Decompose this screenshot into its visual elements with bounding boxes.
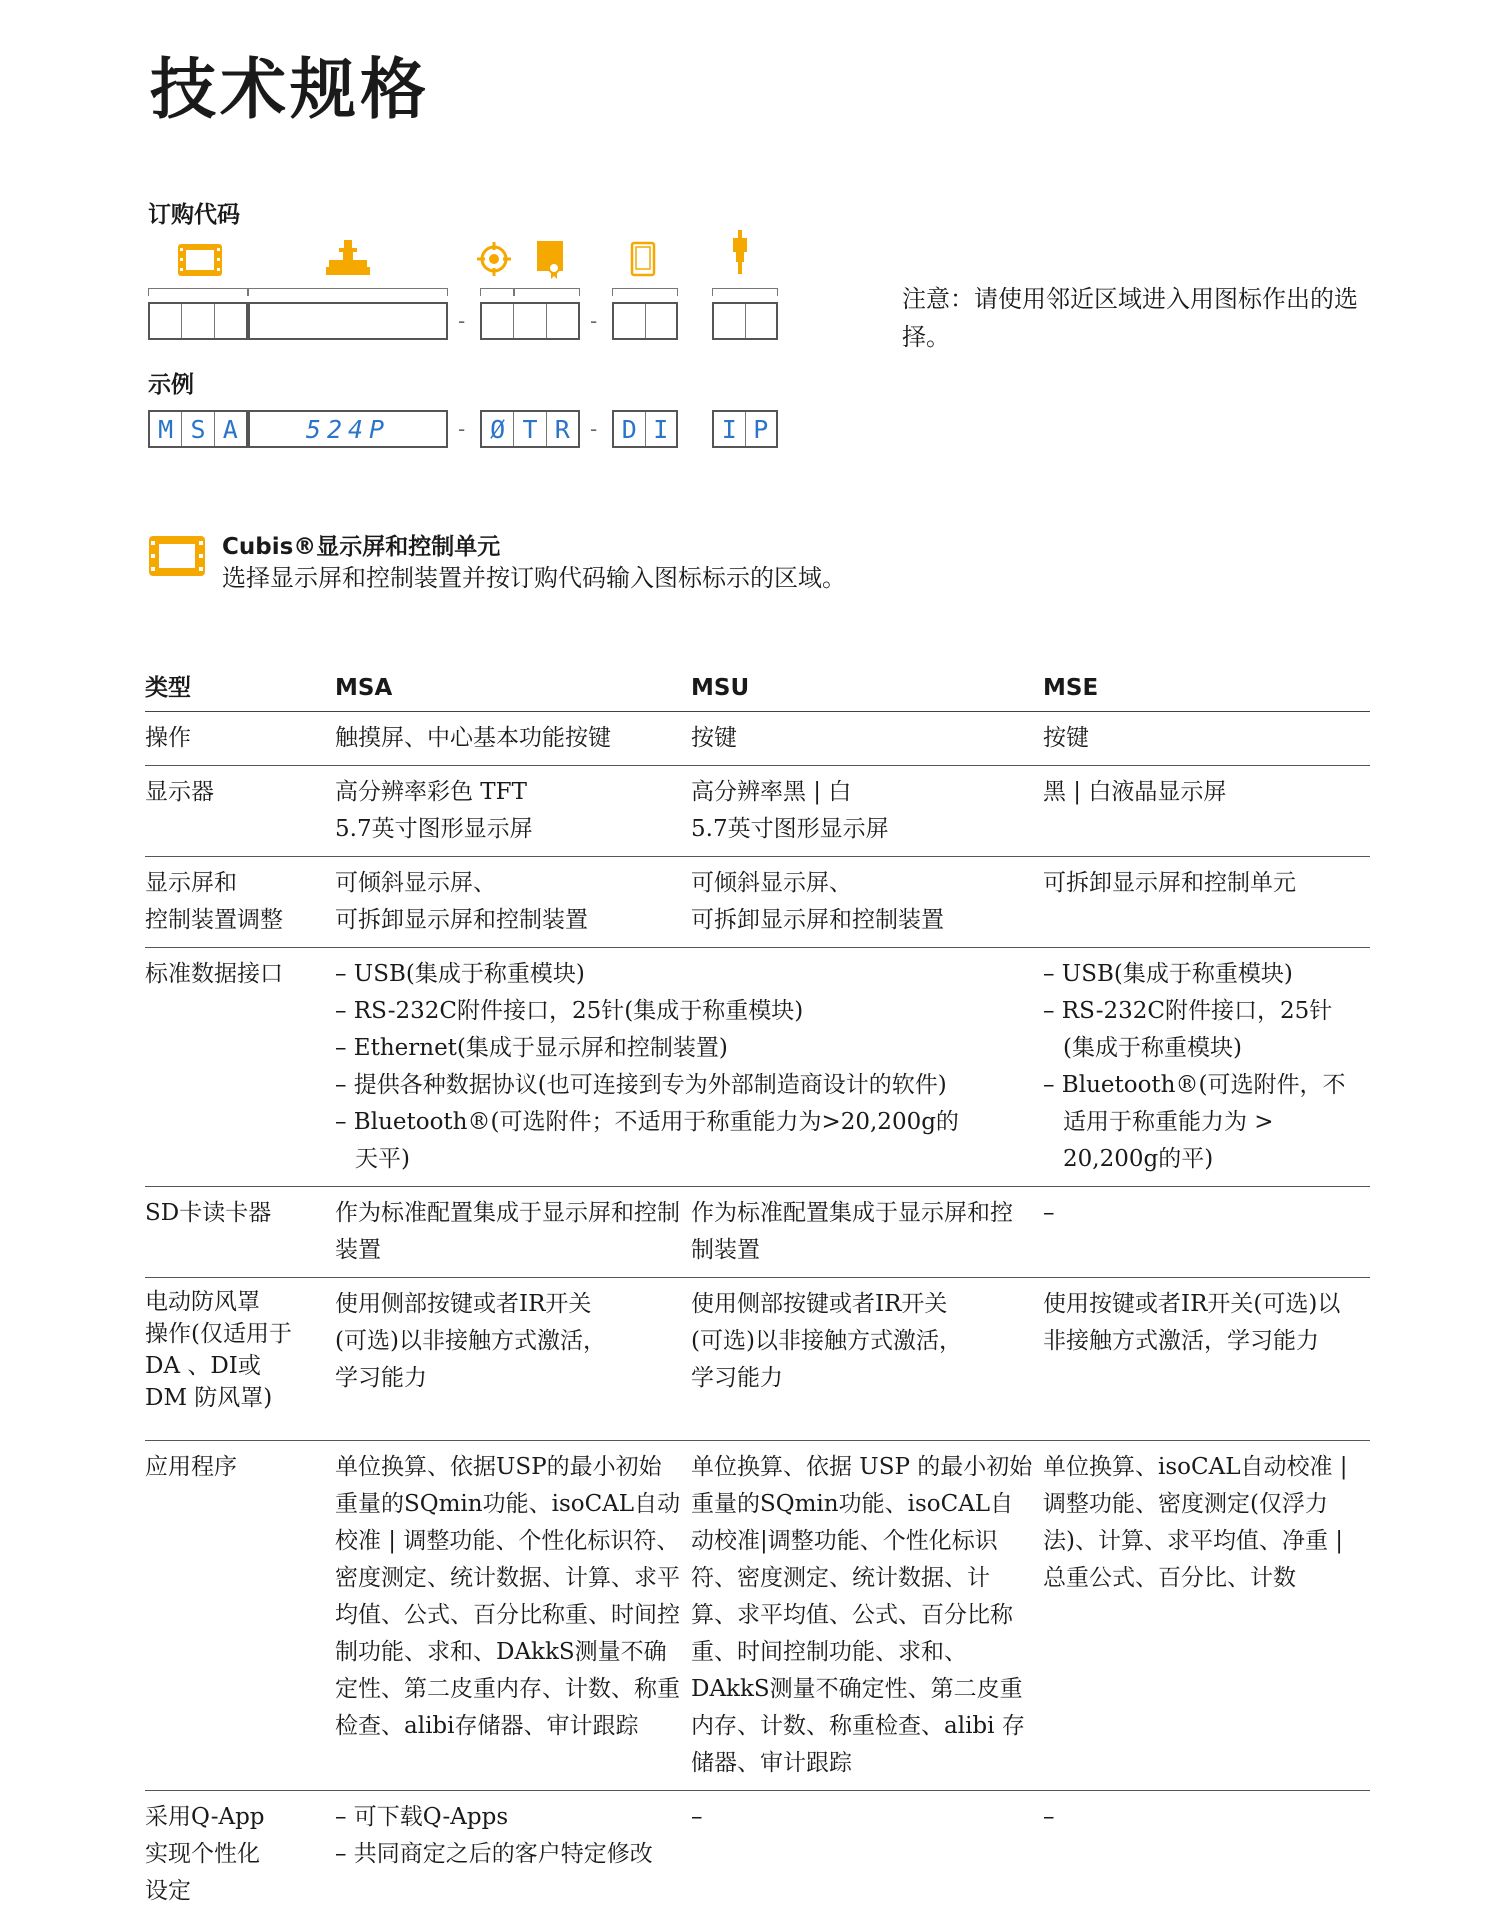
list-item: – 提供各种数据协议(也可连接到专为外部制造商设计的软件) <box>335 1067 1035 1104</box>
example-box-1 <box>148 410 248 448</box>
list-item: – Bluetooth®(可选附件，不适用于称重能力为 > 20,200g的平) <box>1043 1067 1362 1178</box>
list-item: – USB(集成于称重模块) <box>1043 956 1362 993</box>
cell-mse: – <box>1043 1791 1370 1918</box>
bracket <box>514 288 580 296</box>
row-label: 应用程序 <box>145 1441 335 1791</box>
bracket <box>480 288 514 296</box>
example-char: I <box>714 412 746 446</box>
note-text: 注意：请使用邻近区域进入用图标作出的选择。 <box>902 280 1372 356</box>
example-char: R <box>547 412 578 446</box>
list-item: – Ethernet(集成于显示屏和控制装置) <box>335 1030 1035 1067</box>
cell-mse: 使用按键或者IR开关(可选)以非接触方式激活，学习能力 <box>1043 1278 1370 1441</box>
cell-msa: 作为标准配置集成于显示屏和控制装置 <box>335 1187 691 1278</box>
cell-mse: 黑 | 白液晶显示屏 <box>1043 774 1362 811</box>
cell-mse: – <box>1043 1187 1370 1278</box>
target-icon <box>477 242 511 276</box>
cubis-title: Cubis®显示屏和控制单元 <box>222 528 500 561</box>
order-code-box-1 <box>148 302 248 340</box>
list-item: – RS-232C附件接口，25针(集成于称重模块) <box>335 993 1035 1030</box>
list-item: – 共同商定之后的客户特定修改 <box>335 1836 683 1873</box>
cell-msu: 高分辨率黑 | 白 5.7英寸图形显示屏 <box>691 774 1035 848</box>
cell-msu: 使用侧部按键或者IR开关 (可选)以非接触方式激活， 学习能力 <box>691 1286 1035 1397</box>
cell-mse: 可拆卸显示屏和控制单元 <box>1043 865 1362 902</box>
cell-msa: 可倾斜显示屏、 可拆卸显示屏和控制装置 <box>335 865 683 939</box>
table-row <box>145 1441 1370 1791</box>
cell-mse <box>1043 948 1370 1187</box>
cell-mse: 按键 <box>1043 712 1370 766</box>
header-msa: MSA <box>335 668 691 712</box>
header-msu: MSU <box>691 668 1043 712</box>
cell-msu: 按键 <box>691 712 1043 766</box>
example-box-2 <box>248 410 448 448</box>
table-row <box>145 766 1370 857</box>
table-row <box>145 948 1370 1187</box>
display-unit-icon <box>177 243 223 277</box>
example-char: A <box>215 412 246 446</box>
display-unit-icon <box>148 535 206 577</box>
separator: - <box>590 309 597 333</box>
cell-msu: 作为标准配置集成于显示屏和控制装置 <box>691 1187 1043 1278</box>
example-char: M <box>150 412 182 446</box>
table-row <box>145 712 1370 766</box>
example-box-5 <box>712 410 778 448</box>
example-char: T <box>514 412 546 446</box>
list-item: – RS-232C附件接口，25针(集成于称重模块) <box>1043 993 1362 1067</box>
cell-msu: 单位换算、依据 USP 的最小初始重量的SQmin功能、isoCAL自动校准|调整功能、个性化标识符、密度测定、统计数据、计算、求平均值、公式、百分比称重、时间控制功能、求和、DAkkS测量不确定性、第二皮重内存、计数、称重检查、alibi 存储器、审计跟踪 <box>691 1441 1043 1791</box>
row-label: 显示器 <box>145 774 327 811</box>
row-label: 显示屏和 控制装置调整 <box>145 865 327 939</box>
cell-msa: 高分辨率彩色 TFT 5.7英寸图形显示屏 <box>335 774 683 848</box>
table-row <box>145 1278 1370 1441</box>
table-row <box>145 857 1370 948</box>
cubis-description: 选择显示屏和控制装置并按订购代码输入图标标示的区域。 <box>222 558 846 593</box>
example-char: Ø <box>482 412 514 446</box>
cell-msu: – <box>691 1791 1043 1918</box>
cell-msa: 单位换算、依据USP的最小初始重量的SQmin功能、isoCAL自动校准 | 调整功能、个性化标识符、密度测定、统计数据、计算、求平均值、公式、百分比称重、时间控制功能、求和、DAkkS测量不确定性、第二皮重内存、计数、称重检查、alibi存储器、审计跟踪 <box>335 1441 691 1791</box>
example-model: 524P <box>250 412 446 446</box>
order-code-box-2 <box>248 302 448 340</box>
table-row <box>145 1187 1370 1278</box>
row-label: SD卡读卡器 <box>145 1187 335 1278</box>
example-label: 示例 <box>148 366 194 399</box>
cell-msa: 使用侧部按键或者IR开关 (可选)以非接触方式激活， 学习能力 <box>335 1286 683 1397</box>
bracket <box>712 288 778 296</box>
order-code-label: 订购代码 <box>148 196 240 229</box>
weighing-module-icon <box>325 238 371 278</box>
separator: - <box>590 417 597 441</box>
cell-msa-msu <box>335 948 1043 1187</box>
tablet-icon <box>630 241 656 277</box>
table-row <box>145 1791 1370 1918</box>
cell-msu: 可倾斜显示屏、 可拆卸显示屏和控制装置 <box>691 865 1035 939</box>
separator: - <box>458 417 465 441</box>
cell-msa <box>335 1791 691 1918</box>
row-label: 操作 <box>145 712 335 766</box>
table-header-row <box>145 668 1370 712</box>
list-item: – Bluetooth®(可选附件；不适用于称重能力为>20,200g的天平) <box>335 1104 975 1178</box>
separator: - <box>458 309 465 333</box>
page-title: 技术规格 <box>150 36 430 131</box>
example-char: D <box>614 412 646 446</box>
bracket <box>248 288 448 296</box>
example-box-4 <box>612 410 678 448</box>
row-label: 标准数据接口 <box>145 948 335 1187</box>
bracket <box>148 288 248 296</box>
cell-mse: 单位换算、isoCAL自动校准 | 调整功能、密度测定(仅浮力法)、计算、求平均值、净重 | 总重公式、百分比、计数 <box>1043 1441 1370 1791</box>
bracket <box>612 288 678 296</box>
spec-table <box>145 668 1370 1918</box>
example-char: P <box>746 412 777 446</box>
example-char: S <box>182 412 214 446</box>
example-box-3 <box>480 410 580 448</box>
order-code-box-3 <box>480 302 580 340</box>
list-item: – 可下载Q-Apps <box>335 1799 683 1836</box>
order-code-box-5 <box>712 302 778 340</box>
cell-msa: 触摸屏、中心基本功能按键 <box>335 712 691 766</box>
connector-icon <box>729 230 751 276</box>
header-type: 类型 <box>145 668 335 712</box>
row-label: 电动防风罩 操作(仅适用于DA 、DI或 DM 防风罩) <box>145 1286 327 1414</box>
order-code-box-4 <box>612 302 678 340</box>
list-item: – USB(集成于称重模块) <box>335 956 1035 993</box>
certificate-icon <box>536 240 564 280</box>
example-char: I <box>646 412 677 446</box>
header-mse: MSE <box>1043 668 1370 712</box>
row-label: 采用Q-App 实现个性化 设定 <box>145 1799 327 1910</box>
